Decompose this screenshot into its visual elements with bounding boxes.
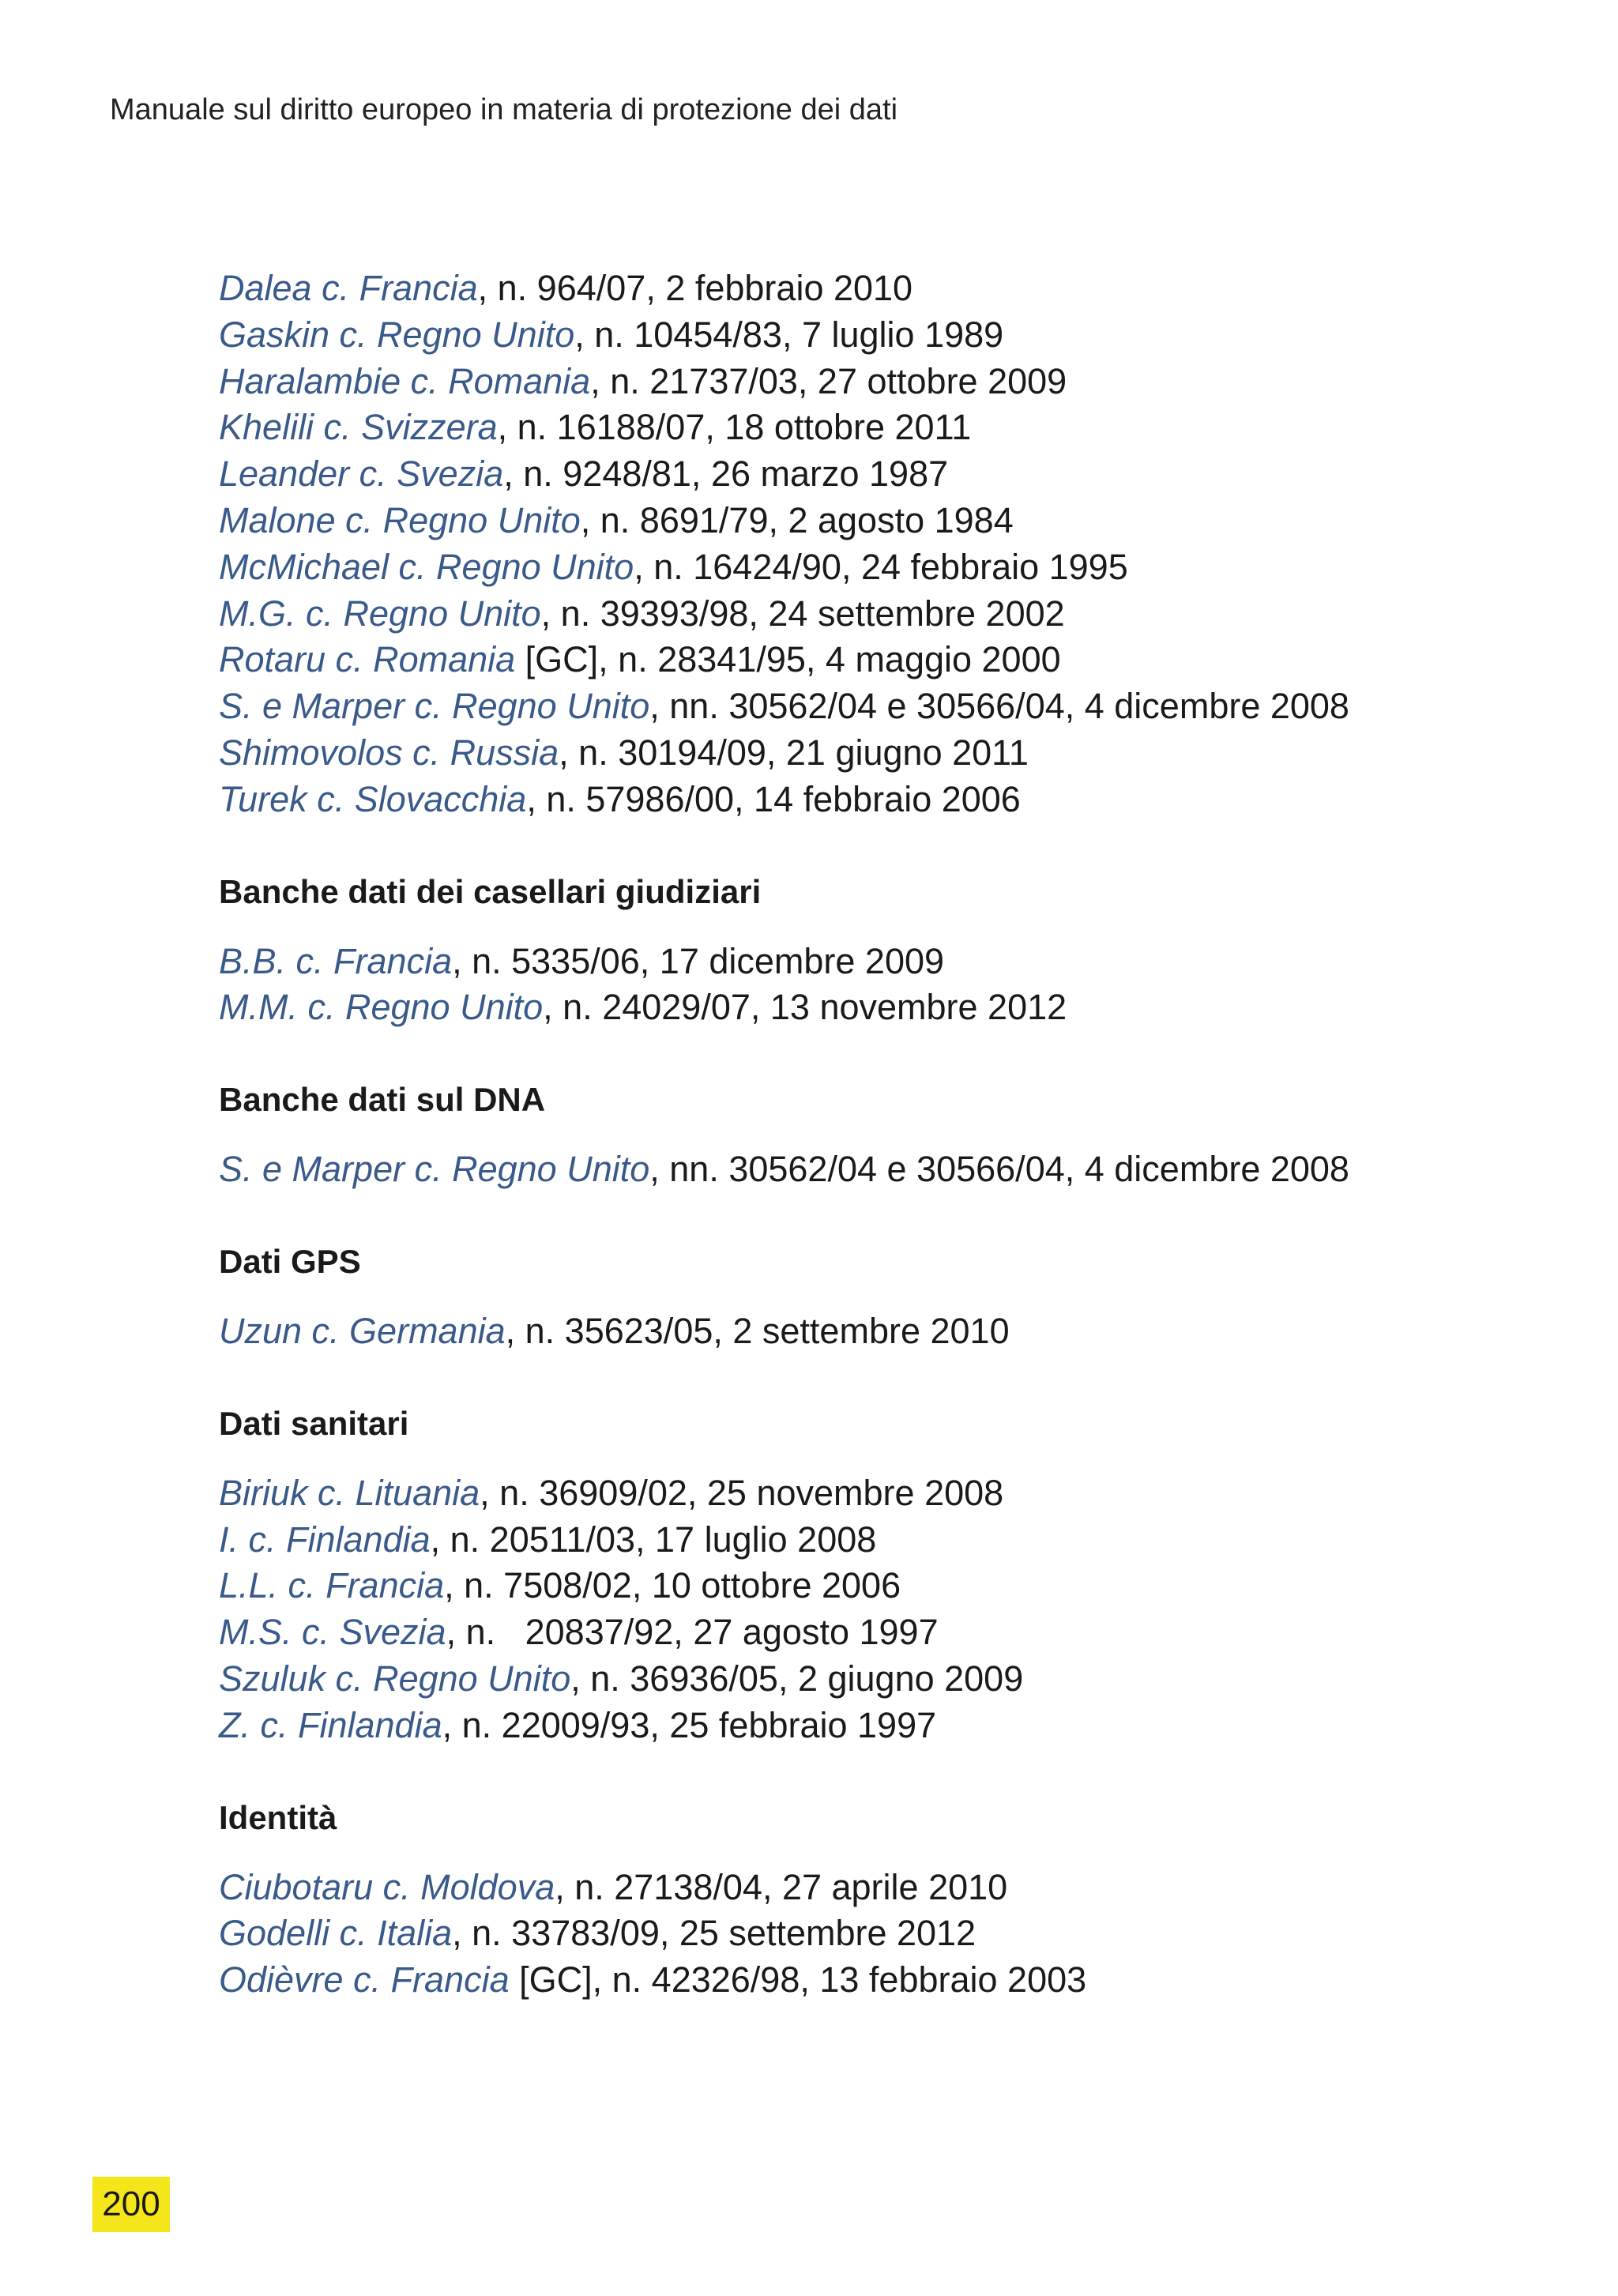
section-heading: Dati GPS <box>219 1242 361 1280</box>
case-name: Z. c. Finlandia <box>219 1704 442 1745</box>
case-name: Gaskin c. Regno Unito <box>219 314 575 355</box>
case-entry <box>219 265 1515 312</box>
case-name: Malone c. Regno Unito <box>219 499 581 540</box>
case-name: B.B. c. Francia <box>219 940 453 981</box>
case-name: Rotaru c. Romania <box>219 639 516 680</box>
case-reference: , n. 16188/07, 18 ottobre 2011 <box>497 407 972 448</box>
case-entry <box>219 637 1515 683</box>
case-reference: , n. 22009/93, 25 febbraio 1997 <box>442 1704 937 1745</box>
case-reference: , n. 21737/03, 27 ottobre 2009 <box>590 360 1067 401</box>
case-list-criminal-records <box>219 939 1515 1032</box>
case-index <box>219 265 1515 2004</box>
case-name: McMichael c. Regno Unito <box>219 546 634 587</box>
case-entry <box>219 1470 1515 1517</box>
case-name: I. c. Finlandia <box>219 1519 431 1560</box>
case-name: Ciubotaru c. Moldova <box>219 1866 555 1907</box>
case-entry <box>219 451 1515 498</box>
case-entry <box>219 1609 1515 1656</box>
case-name: S. e Marper c. Regno Unito <box>219 1149 650 1190</box>
case-reference: , n. 20511/03, 17 luglio 2008 <box>430 1519 877 1560</box>
case-name: M.M. c. Regno Unito <box>219 987 544 1028</box>
case-entry <box>219 544 1515 591</box>
case-name: Dalea c. Francia <box>219 268 478 308</box>
case-reference: , n. 35623/05, 2 settembre 2010 <box>505 1310 1010 1351</box>
case-entry <box>219 359 1515 405</box>
case-reference: , n. 7508/02, 10 ottobre 2006 <box>444 1565 901 1606</box>
case-entry <box>219 1308 1515 1355</box>
case-name: Turek c. Slovacchia <box>219 778 527 819</box>
spacer <box>219 823 1515 869</box>
case-entry <box>219 777 1515 823</box>
case-reference: , n. 20837/92, 27 agosto 1997 <box>446 1612 939 1653</box>
case-entry <box>219 1146 1515 1193</box>
case-name: Godelli c. Italia <box>219 1913 453 1954</box>
case-list-dna <box>219 1146 1515 1193</box>
case-entry <box>219 984 1515 1031</box>
case-entry <box>219 405 1515 451</box>
spacer <box>219 1355 1515 1401</box>
spacer <box>219 1841 1515 1865</box>
case-reference: , n. 36936/05, 2 giugno 2009 <box>570 1658 1024 1699</box>
case-name: Szuluk c. Regno Unito <box>219 1658 571 1699</box>
spacer <box>219 1447 1515 1470</box>
case-reference: , n. 27138/04, 27 aprile 2010 <box>555 1866 1008 1907</box>
case-entry <box>219 498 1515 544</box>
case-entry <box>219 1517 1515 1564</box>
case-name: Uzun c. Germania <box>219 1310 506 1351</box>
case-name: S. e Marper c. Regno Unito <box>219 686 650 727</box>
case-reference: , n. 39393/98, 24 settembre 2002 <box>540 593 1065 634</box>
case-reference: , n. 24029/07, 13 novembre 2012 <box>543 987 1067 1028</box>
section-heading: Banche dati sul DNA <box>219 1081 546 1119</box>
section-heading: Banche dati dei casellari giudiziari <box>219 872 762 910</box>
case-reference: , n. 30194/09, 21 giugno 2011 <box>559 732 1029 773</box>
spacer <box>219 915 1515 939</box>
spacer <box>219 1193 1515 1239</box>
case-reference: , n. 8691/79, 2 agosto 1984 <box>580 499 1014 540</box>
case-name: M.G. c. Regno Unito <box>219 593 541 634</box>
case-name: M.S. c. Svezia <box>219 1612 446 1653</box>
case-entry <box>219 1957 1515 2004</box>
case-name: Haralambie c. Romania <box>219 360 591 401</box>
case-entry <box>219 1865 1515 1911</box>
case-reference: , n. 36909/02, 25 novembre 2008 <box>480 1472 1004 1513</box>
case-name: L.L. c. Francia <box>219 1565 445 1606</box>
spacer <box>219 1123 1515 1146</box>
case-list-gps <box>219 1308 1515 1355</box>
case-reference: , n. 964/07, 2 febbraio 2010 <box>477 268 913 308</box>
case-entry <box>219 730 1515 777</box>
case-reference: [GC], n. 28341/95, 4 maggio 2000 <box>515 639 1061 680</box>
page-number-badge: 200 <box>92 2177 170 2232</box>
case-entry <box>219 591 1515 638</box>
section-heading: Identità <box>219 1798 337 1836</box>
spacer <box>219 1031 1515 1077</box>
case-list-health <box>219 1470 1515 1749</box>
case-reference: , nn. 30562/04 e 30566/04, 4 dicembre 2008 <box>649 686 1349 727</box>
case-entry <box>219 1910 1515 1957</box>
case-reference: , n. 9248/81, 26 marzo 1987 <box>503 454 949 495</box>
running-header: Manuale sul diritto europeo in materia di protezione dei dati <box>110 93 898 126</box>
case-reference: , nn. 30562/04 e 30566/04, 4 dicembre 2008 <box>649 1149 1349 1190</box>
case-entry <box>219 1563 1515 1609</box>
case-reference: [GC], n. 42326/98, 13 febbraio 2003 <box>509 1959 1087 2001</box>
case-reference: , n. 33783/09, 25 settembre 2012 <box>452 1913 976 1954</box>
case-entry <box>219 1656 1515 1703</box>
spacer <box>219 1749 1515 1795</box>
case-reference: , n. 10454/83, 7 luglio 1989 <box>574 314 1004 355</box>
case-entry <box>219 683 1515 730</box>
case-entry <box>219 312 1515 359</box>
case-list-intro <box>219 265 1515 823</box>
case-name: Odièvre c. Francia <box>219 1959 510 2001</box>
case-name: Khelili c. Svizzera <box>219 407 498 448</box>
case-list-identity <box>219 1865 1515 2004</box>
spacer <box>219 1285 1515 1308</box>
case-reference: , n. 16424/90, 24 febbraio 1995 <box>634 546 1128 587</box>
case-name: Biriuk c. Lituania <box>219 1472 480 1513</box>
case-reference: , n. 5335/06, 17 dicembre 2009 <box>452 940 945 981</box>
case-entry <box>219 939 1515 985</box>
case-entry <box>219 1703 1515 1749</box>
case-name: Shimovolos c. Russia <box>219 732 559 773</box>
case-reference: , n. 57986/00, 14 febbraio 2006 <box>526 778 1021 819</box>
section-heading: Dati sanitari <box>219 1404 409 1442</box>
case-name: Leander c. Svezia <box>219 454 504 495</box>
